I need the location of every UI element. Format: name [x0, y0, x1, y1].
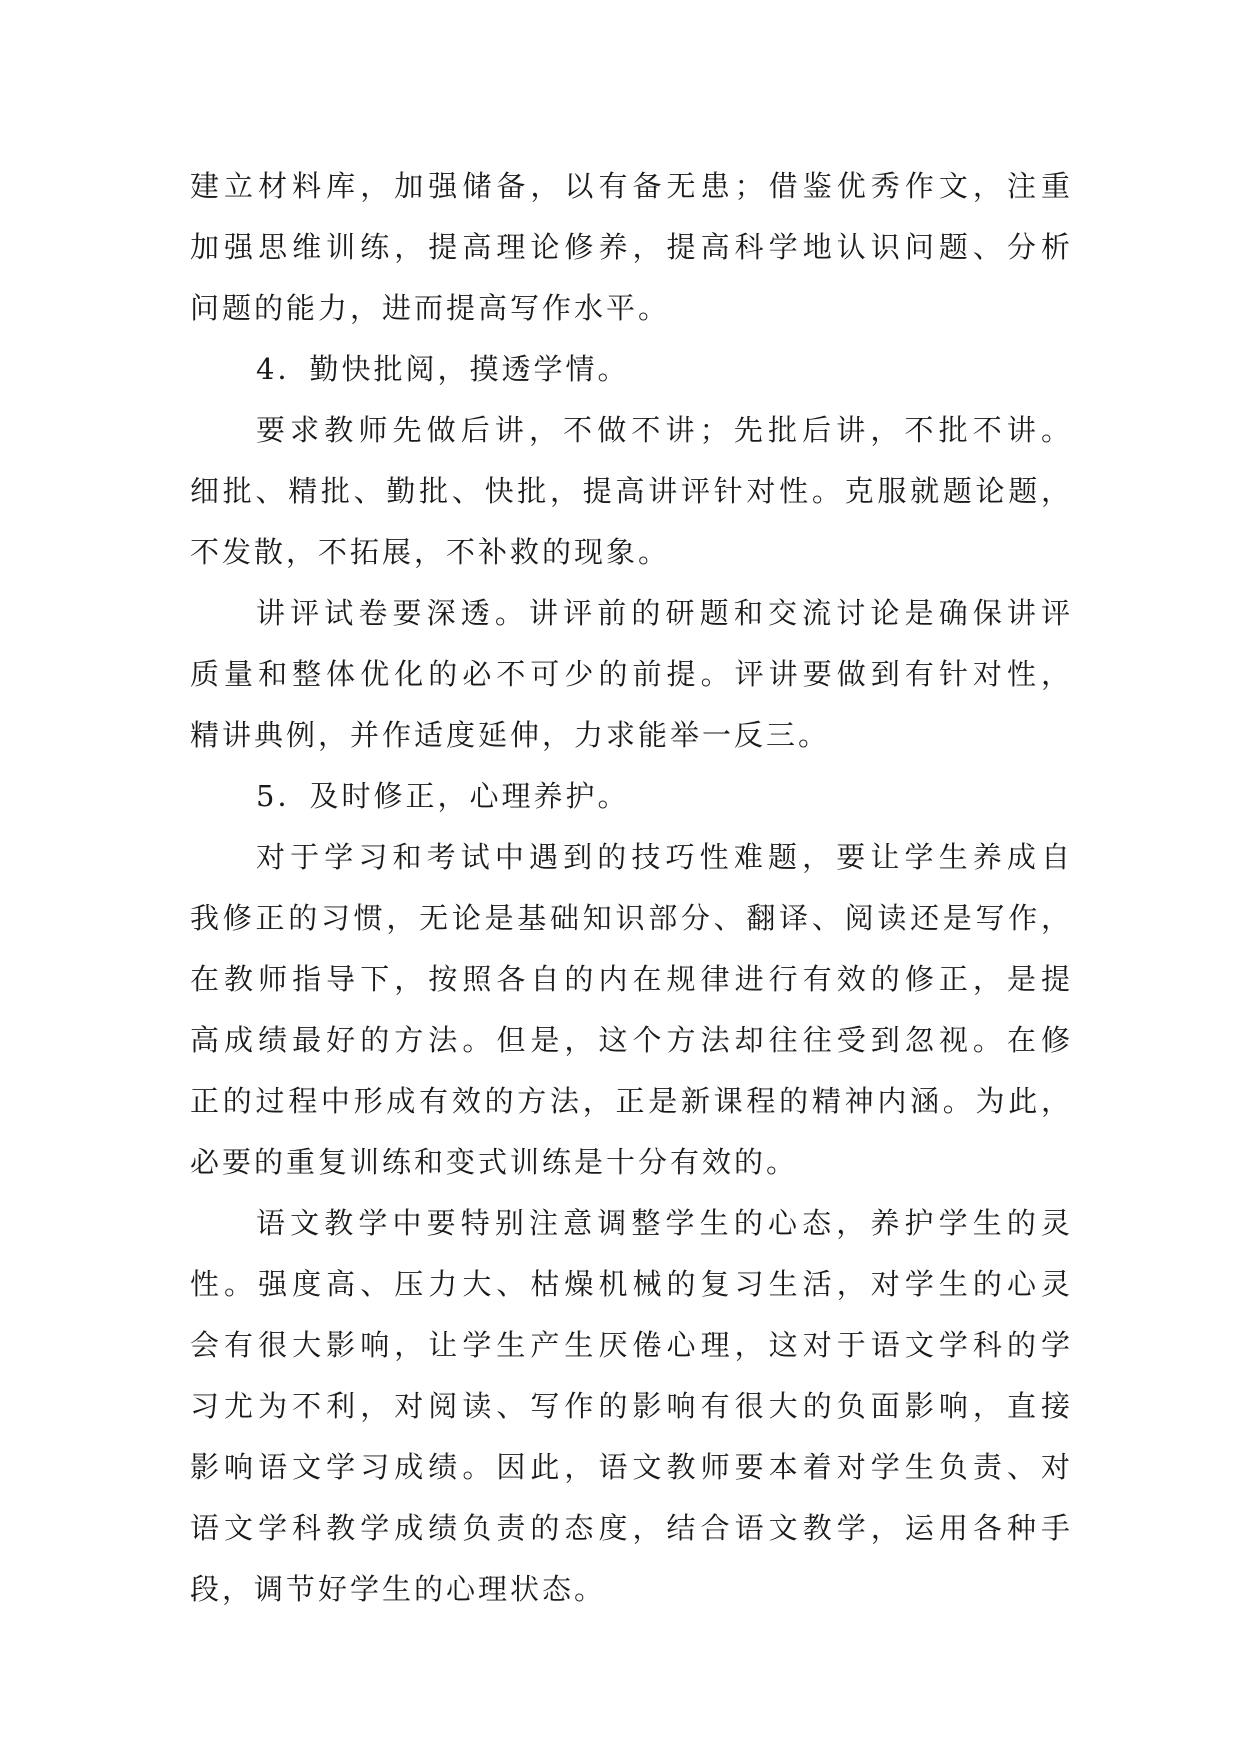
text-line: 精讲典例，并作适度延伸，力求能举一反三。 — [190, 718, 831, 752]
text-line: 讲评试卷要深透。讲评前的研题和交流讨论是确保讲评 — [256, 596, 1070, 630]
text-line: 问题的能力，进而提高写作水平。 — [190, 291, 671, 325]
text-line: 语文学科教学成绩负责的态度，结合语文教学，运用各种手 — [190, 1511, 1070, 1545]
text-line: 语文教学中要特别注意调整学生的心态，养护学生的灵 — [256, 1206, 1070, 1240]
text-line: 质量和整体优化的必不可少的前提。评讲要做到有针对性， — [190, 657, 1070, 691]
text-line: 对于学习和考试中遇到的技巧性难题，要让学生养成自 — [256, 840, 1070, 874]
text-line: 不发散，不拓展，不补救的现象。 — [190, 535, 671, 569]
text-line: 正的过程中形成有效的方法，正是新课程的精神内涵。为此， — [190, 1084, 1070, 1118]
section-heading: 5．及时修正，心理养护。 — [256, 779, 630, 813]
text-line: 段，调节好学生的心理状态。 — [190, 1572, 607, 1606]
text-line: 细批、精批、勤批、快批，提高讲评针对性。克服就题论题， — [190, 474, 1070, 508]
text-line: 会有很大影响，让学生产生厌倦心理，这对于语文学科的学 — [190, 1328, 1070, 1362]
text-line: 加强思维训练，提高理论修养，提高科学地认识问题、分析 — [190, 230, 1070, 264]
text-line: 影响语文学习成绩。因此，语文教师要本着对学生负责、对 — [190, 1450, 1070, 1484]
text-line: 建立材料库，加强储备，以有备无患；借鉴优秀作文，注重 — [190, 169, 1070, 203]
text-line: 习尤为不利，对阅读、写作的影响有很大的负面影响，直接 — [190, 1389, 1070, 1423]
text-line: 在教师指导下，按照各自的内在规律进行有效的修正，是提 — [190, 962, 1070, 996]
text-line: 性。强度高、压力大、枯燥机械的复习生活，对学生的心灵 — [190, 1267, 1070, 1301]
text-line: 必要的重复训练和变式训练是十分有效的。 — [190, 1145, 799, 1179]
text-line: 要求教师先做后讲，不做不讲；先批后讲，不批不讲。 — [256, 413, 1070, 447]
section-heading: 4．勤快批阅，摸透学情。 — [256, 352, 630, 386]
text-line: 高成绩最好的方法。但是，这个方法却往往受到忽视。在修 — [190, 1023, 1070, 1057]
text-line: 我修正的习惯，无论是基础知识部分、翻译、阅读还是写作， — [190, 901, 1070, 935]
